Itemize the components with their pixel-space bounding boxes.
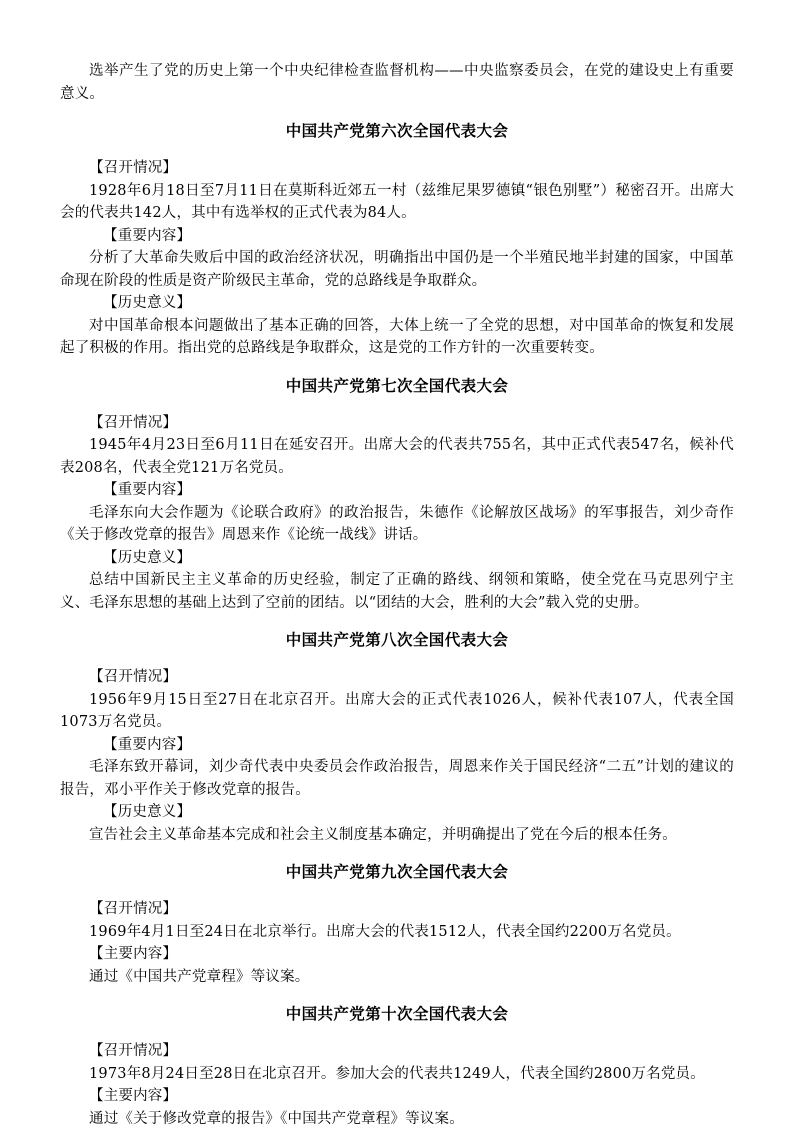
congress-8-text-significance: 宣告社会主义革命基本完成和社会主义制度基本确定，并明确提出了党在今后的根本任务。: [60, 824, 734, 847]
section-gap: [60, 397, 734, 412]
congress-10-title: 中国共产党第十次全国代表大会: [60, 1003, 734, 1025]
congress-7-text-convening: 1945年4月23日至6月11日在延安召开。出席大会的代表共755名，其中正式代表547名，候补代表208名，代表全党121万名党员。: [60, 434, 734, 479]
congress-8-text-content: 毛泽东致开幕词，刘少奇代表中央委员会作政治报告，周恩来作关于国民经济“二五”计划的建议的报告，邓小平作关于修改党章的报告。: [60, 756, 734, 801]
congress-7-text-content: 毛泽东向大会作题为《论联合政府》的政治报告，朱德作《论解放区战场》的军事报告，刘少奇作《关于修改党章的报告》周恩来作《论统一战线》讲话。: [60, 502, 734, 547]
congress-7-title: 中国共产党第七次全国代表大会: [60, 375, 734, 397]
section-gap: [60, 651, 734, 666]
congress-10-text-content: 通过《关于修改党章的报告》《中国共产党章程》等议案。: [60, 1108, 734, 1130]
congress-7-label-convening: 【召开情况】: [60, 412, 734, 435]
congress-9-label-content: 【主要内容】: [60, 943, 734, 966]
section-gap: [60, 1025, 734, 1040]
congress-6-text-convening: 1928年6月18日至7月11日在莫斯科近郊五一村（兹维尼果罗德镇“银色别墅”）秘密召开。出席大会的代表共142人，其中有选举权的正式代表为84人。: [60, 180, 734, 225]
congress-8-title: 中国共产党第八次全国代表大会: [60, 629, 734, 651]
section-gap: [60, 105, 734, 120]
section-gap: [60, 614, 734, 629]
congress-8-label-content: 【重要内容】: [60, 734, 734, 757]
section-gap: [60, 883, 734, 898]
section-gap: [60, 360, 734, 375]
congress-6-label-significance: 【历史意义】: [60, 292, 734, 315]
congress-6-label-content: 【重要内容】: [60, 225, 734, 248]
section-gap: [60, 846, 734, 861]
section-gap: [60, 142, 734, 157]
congress-7-label-content: 【重要内容】: [60, 479, 734, 502]
congress-9-label-convening: 【召开情况】: [60, 898, 734, 921]
intro-paragraph: 选举产生了党的历史上第一个中央纪律检查监督机构——中央监察委员会，在党的建设史上有重要意义。: [60, 60, 734, 105]
congress-8-label-convening: 【召开情况】: [60, 666, 734, 689]
congress-7-text-significance: 总结中国新民主主义革命的历史经验，制定了正确的路线、纲领和策略，使全党在马克思列宁主义、毛泽东思想的基础上达到了空前的团结。以“团结的大会，胜利的大会”载入党的史册。: [60, 569, 734, 614]
congress-6-label-convening: 【召开情况】: [60, 157, 734, 180]
congress-10-label-convening: 【召开情况】: [60, 1040, 734, 1063]
congress-7-label-significance: 【历史意义】: [60, 547, 734, 570]
congress-8-label-significance: 【历史意义】: [60, 801, 734, 824]
section-gap: [60, 988, 734, 1003]
congress-10-text-convening: 1973年8月24日至28日在北京召开。参加大会的代表共1249人，代表全国约2800万名党员。: [60, 1063, 734, 1086]
congress-6-text-content: 分析了大革命失败后中国的政治经济状况，明确指出中国仍是一个半殖民地半封建的国家，中国革命现在阶段的性质是资产阶级民主革命，党的总路线是争取群众。: [60, 247, 734, 292]
congress-9-text-convening: 1969年4月1日至24日在北京举行。出席大会的代表1512人，代表全国约2200万名党员。: [60, 921, 734, 944]
congress-9-text-content: 通过《中国共产党章程》等议案。: [60, 966, 734, 989]
congress-6-title: 中国共产党第六次全国代表大会: [60, 120, 734, 142]
congress-8-text-convening: 1956年9月15日至27日在北京召开。出席大会的正式代表1026人，候补代表107人，代表全国1073万名党员。: [60, 689, 734, 734]
congress-9-title: 中国共产党第九次全国代表大会: [60, 861, 734, 883]
congress-10-label-content: 【主要内容】: [60, 1085, 734, 1108]
congress-6-text-significance: 对中国革命根本问题做出了基本正确的回答，大体上统一了全党的思想，对中国革命的恢复和发展起了积极的作用。指出党的总路线是争取群众，这是党的工作方针的一次重要转变。: [60, 315, 734, 360]
